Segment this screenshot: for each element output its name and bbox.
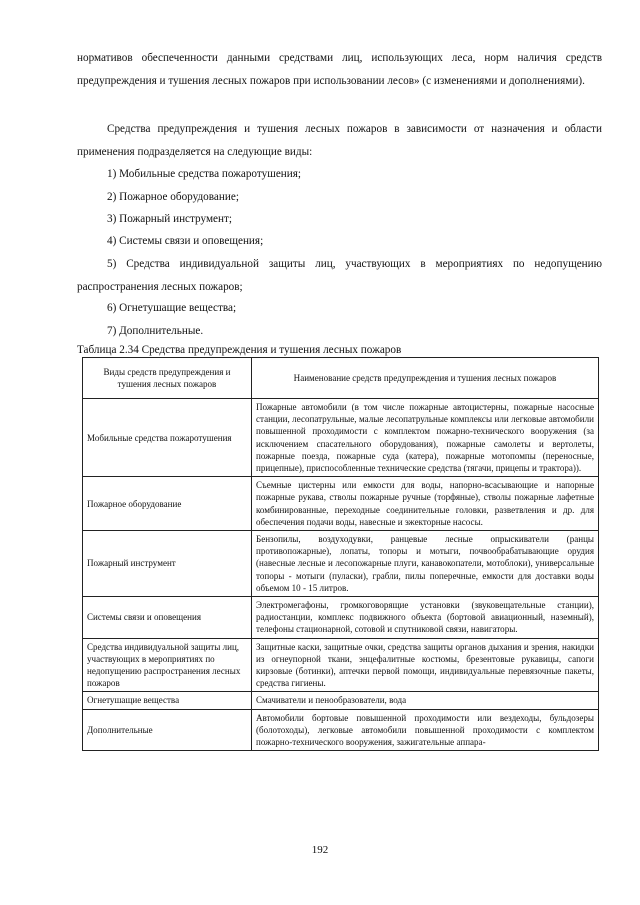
table-caption: Таблица 2.34 Средства предупреждения и тушения лесных пожаров xyxy=(77,344,402,356)
cell-items: Защитные каски, защитные очки, средства защиты органов дыхания и зрения, накидки из огнеупорной ткани, энцефалитные костюмы, брезентовые рукавицы, сапоги кирзовые (ботинки), аптечки первой помощи, индивидуальные перевязочные пакеты, средства гигиены. xyxy=(252,638,599,692)
table-row xyxy=(83,531,599,597)
cell-items: Съемные цистерны или емкости для воды, напорно-всасывающие и напорные пожарные рукава, стволы пожарные ручные (торфяные), стволы пожарные лафетные комбинированные, переходные соединительные головки, разветвления и др. для обеспечения подачи воды, навесные и эжекторные насосы. xyxy=(252,477,599,531)
cell-type: Пожарное оборудование xyxy=(83,477,252,531)
list-item: 5) Средства индивидуальной защиты лиц, участвующих в мероприятиях по недопущению распространения лесных пожаров; xyxy=(77,258,602,293)
list-item: 1) Мобильные средства пожаротушения; xyxy=(107,168,302,180)
list-item: 7) Дополнительные. xyxy=(107,325,204,337)
table-row xyxy=(83,692,599,709)
cell-type: Средства индивидуальной защиты лиц, участвующих в мероприятиях по недопущению распространения лесных пожаров xyxy=(83,638,252,692)
cell-items: Бензопилы, воздуходувки, ранцевые лесные опрыскиватели (ранцы противопожарные), лопаты, топоры и мотыги, почвообрабатывающие орудия (навесные лесные и лесопожарные плуги, канавокопатели, мотоблоки), универсальные топоры - мотыги (пуласки), грабли, пилы поперечные, емкости для доставки воды объемом 10 - 15 литров. xyxy=(252,531,599,597)
table-row xyxy=(83,399,599,477)
table-row xyxy=(83,638,599,692)
cell-items: Электромегафоны, громкоговорящие установки (звуковещательные станции), радиостанции, комплекс подвижного объекта (бортовой авиационный, наземный), телефоны стационарной, сотовой и спутниковой связи, навигаторы. xyxy=(252,597,599,639)
classification-paragraph: Средства предупреждения и тушения лесных пожаров в зависимости от назначения и области применения подразделяется на следующие виды: xyxy=(77,123,602,158)
list-item: 3) Пожарный инструмент; xyxy=(107,213,232,225)
table-row xyxy=(83,709,599,751)
cell-items: Автомобили бортовые повышенной проходимости или вездеходы, бульдозеры (болотоходы), легковые автомобили повышенной проходимости с комплектом пожарно-технического вооружения, зажигательные аппара- xyxy=(252,709,599,751)
cell-type: Пожарный инструмент xyxy=(83,531,252,597)
column-header-items: Наименование средств предупреждения и тушения лесных пожаров xyxy=(252,358,599,399)
page-number: 192 xyxy=(311,844,329,856)
cell-items: Смачиватели и пенообразователи, вода xyxy=(252,692,599,709)
cell-type: Системы связи и оповещения xyxy=(83,597,252,639)
table-row xyxy=(83,477,599,531)
list-item: 4) Системы связи и оповещения; xyxy=(107,235,264,247)
cell-type: Дополнительные xyxy=(83,709,252,751)
intro-paragraph: нормативов обеспеченности данными средствами лиц, использующих леса, норм наличия средств предупреждения и тушения лесных пожаров при использовании лесов» (с изменениями и дополнениями). xyxy=(77,52,602,87)
cell-type: Мобильные средства пожаротушения xyxy=(83,399,252,477)
column-header-type: Виды средств предупреждения и тушения лесных пожаров xyxy=(83,358,252,399)
cell-items: Пожарные автомобили (в том числе пожарные автоцистерны, пожарные насосные станции, лесопатрульные, малые лесопатрульные комплексы или легковые автомобили повышенной проходимости с комплектом пожарно-технического вооружения (за исключением спасательного оборудования), пожарные самолеты и вертолеты, пожарные поезда, пожарные суда (катера), пожарные мотопомпы (переносные, прицепные), приспособленные технические средства (тягачи, прицепы и трактора)). xyxy=(252,399,599,477)
table-row xyxy=(83,597,599,639)
cell-type: Огнетушащие вещества xyxy=(83,692,252,709)
list-item: 2) Пожарное оборудование; xyxy=(107,191,239,203)
list-item: 6) Огнетушащие вещества; xyxy=(107,302,237,314)
fire-means-table xyxy=(82,357,599,751)
table-header-row xyxy=(83,358,599,399)
